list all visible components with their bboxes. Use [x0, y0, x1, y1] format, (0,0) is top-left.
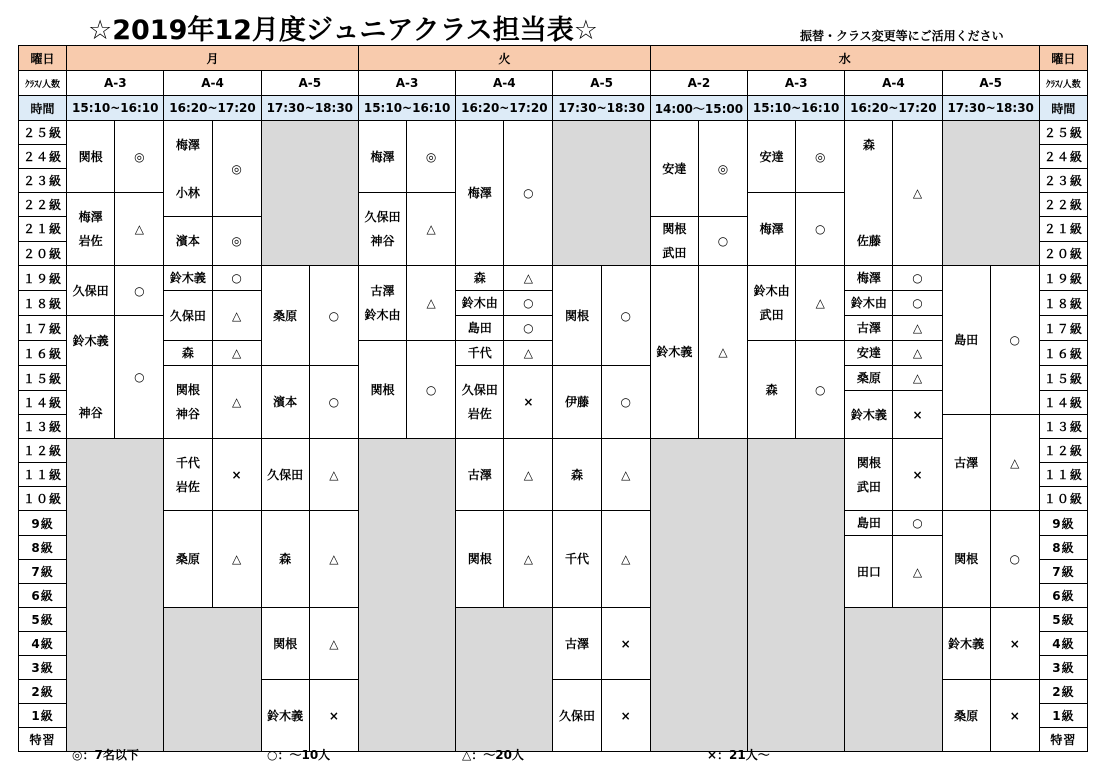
capacity-symbol: △ — [796, 266, 845, 341]
instructor-cell — [748, 121, 796, 193]
capacity-symbol: ○ — [115, 266, 164, 316]
instructor-cell — [261, 366, 309, 439]
unused-slot — [358, 439, 455, 752]
class-time: 17:30~18:30 — [261, 96, 358, 121]
instructor-name: 森 — [571, 467, 584, 482]
grade-row — [19, 439, 1088, 463]
capacity-symbol: × — [990, 608, 1039, 680]
instructor-name: 田口 — [856, 564, 881, 579]
time-label-right: 時間 — [1039, 96, 1087, 121]
grade-label-right: 特習 — [1039, 728, 1087, 752]
instructor-name: 桑原 — [954, 708, 979, 723]
grade-label-right: １５級 — [1039, 366, 1087, 391]
instructor-name: 桑原 — [856, 371, 881, 385]
class-header: A-4 — [845, 71, 942, 96]
capacity-symbol: △ — [504, 511, 553, 608]
instructor-name: 関根 — [175, 383, 200, 397]
instructor-cell — [456, 266, 504, 291]
instructor-name: 古澤 — [856, 321, 881, 335]
capacity-symbol: ○ — [893, 291, 942, 316]
class-time: 16:20~17:20 — [164, 96, 261, 121]
instructor-cell — [553, 439, 601, 511]
capacity-symbol: ◎ — [698, 121, 747, 217]
grade-label-right: ２３級 — [1039, 169, 1087, 193]
instructor-cell — [845, 341, 893, 366]
time-header-row — [19, 96, 1088, 121]
class-header: A-3 — [748, 71, 845, 96]
capacity-symbol: × — [212, 439, 261, 511]
instructor-cell — [650, 121, 698, 217]
instructor-name: 武田 — [759, 308, 784, 322]
class-header: A-5 — [261, 71, 358, 96]
instructor-name: 桑原 — [273, 308, 298, 323]
capacity-symbol: ○ — [893, 511, 942, 536]
unused-slot — [553, 121, 650, 266]
grade-label-left: 6級 — [19, 584, 67, 608]
capacity-symbol: ○ — [601, 366, 650, 439]
grade-label-right: ２２級 — [1039, 193, 1087, 217]
grade-label-left: 1級 — [19, 704, 67, 728]
instructor-name: 鈴木義 — [948, 636, 985, 651]
capacity-symbol: × — [893, 391, 942, 439]
instructor-cell — [164, 121, 212, 217]
capacity-symbol: ○ — [407, 341, 456, 439]
capacity-symbol: △ — [212, 341, 261, 366]
capacity-symbol: ◎ — [796, 121, 845, 193]
unused-slot — [67, 439, 164, 752]
instructor-name: 久保田 — [461, 383, 498, 397]
instructor-cell — [67, 121, 115, 193]
legend-item-double-circle: ◎：7名以下 — [72, 748, 139, 762]
capacity-symbol: △ — [212, 291, 261, 341]
class-header: A-4 — [456, 71, 553, 96]
instructor-name: 梅澤 — [856, 271, 881, 285]
instructor-name: 安達 — [759, 149, 784, 164]
instructor-name: 桑原 — [175, 552, 200, 566]
instructor-cell — [261, 680, 309, 752]
capacity-symbol: ○ — [309, 266, 358, 366]
capacity-symbol: △ — [407, 193, 456, 266]
day-header-row — [19, 46, 1088, 71]
grade-label-right: １７級 — [1039, 316, 1087, 341]
instructor-name: 関根 — [662, 222, 687, 236]
grade-label-left: 8級 — [19, 536, 67, 560]
capacity-symbol: △ — [407, 266, 456, 341]
unused-slot — [650, 439, 747, 752]
instructor-name: 鈴木由 — [461, 296, 498, 310]
capacity-symbol: ◎ — [212, 217, 261, 266]
class-time: 15:10~16:10 — [748, 96, 845, 121]
grade-label-right: 8級 — [1039, 536, 1087, 560]
instructor-cell — [261, 608, 309, 680]
grade-label-right: １３級 — [1039, 415, 1087, 439]
instructor-cell — [845, 291, 893, 316]
instructor-name: 古澤 — [954, 455, 979, 470]
instructor-cell — [845, 316, 893, 341]
instructor-name: 武田 — [856, 479, 881, 494]
instructor-name: 岩佐 — [467, 407, 492, 421]
page-subtitle: 振替・クラス変更等にご活用ください — [800, 29, 1004, 43]
instructor-cell — [164, 511, 212, 608]
instructor-cell — [456, 439, 504, 511]
instructor-name: 濱本 — [273, 395, 298, 409]
legend-item-triangle: △：～20人 — [462, 748, 524, 762]
capacity-symbol: △ — [504, 439, 553, 511]
instructor-cell — [553, 366, 601, 439]
grade-label-left: ２４級 — [19, 145, 67, 169]
instructor-name: 古澤 — [565, 636, 590, 651]
instructor-cell — [261, 266, 309, 366]
capacity-symbol: △ — [309, 511, 358, 608]
capacity-symbol: △ — [212, 511, 261, 608]
instructor-cell — [164, 291, 212, 341]
instructor-name: 久保田 — [169, 308, 206, 323]
class-time: 14:00～15:00 — [650, 96, 747, 121]
instructor-name: 武田 — [662, 246, 687, 260]
grade-label-right: 6級 — [1039, 584, 1087, 608]
instructor-name: 梅澤 — [175, 137, 200, 152]
capacity-symbol: ○ — [504, 121, 553, 266]
instructor-name: 鈴木義 — [72, 334, 109, 348]
instructor-cell — [67, 266, 115, 316]
instructor-cell — [845, 536, 893, 608]
instructor-name: 森 — [279, 552, 292, 566]
schedule-table — [18, 45, 1088, 752]
grade-label-right: ２５級 — [1039, 121, 1087, 145]
instructor-cell — [748, 341, 796, 439]
instructor-name: 島田 — [954, 333, 979, 347]
grade-label-left: 特習 — [19, 728, 67, 752]
instructor-name: 鈴木由 — [850, 296, 887, 310]
grade-label-right: 3級 — [1039, 656, 1087, 680]
instructor-cell — [164, 341, 212, 366]
unused-slot — [845, 608, 942, 752]
grade-label-left: 9級 — [19, 511, 67, 536]
instructor-name: 千代 — [175, 455, 200, 470]
grade-label-left: １６級 — [19, 341, 67, 366]
class-header: A-5 — [553, 71, 650, 96]
class-time: 17:30~18:30 — [942, 96, 1039, 121]
grade-label-left: １５級 — [19, 366, 67, 391]
instructor-name: 鈴木義 — [169, 271, 206, 285]
capacity-symbol: △ — [601, 439, 650, 511]
grade-label-left: ２１級 — [19, 217, 67, 242]
instructor-cell — [845, 121, 893, 266]
capacity-symbol: ○ — [504, 316, 553, 341]
time-label-left: 時間 — [19, 96, 67, 121]
instructor-name: 久保田 — [72, 283, 109, 298]
instructor-cell — [845, 439, 893, 511]
instructor-name: 関根 — [273, 636, 298, 651]
instructor-name: 濱本 — [175, 234, 200, 248]
class-label-left: ｸﾗｽ/人数 — [19, 71, 67, 96]
capacity-symbol: △ — [893, 341, 942, 366]
capacity-symbol: △ — [893, 316, 942, 341]
instructor-name: 伊藤 — [565, 395, 590, 409]
instructor-name: 神谷 — [78, 406, 103, 420]
instructor-name: 久保田 — [364, 210, 401, 224]
grade-label-left: 3級 — [19, 656, 67, 680]
grade-label-left: 2級 — [19, 680, 67, 704]
instructor-name: 古澤 — [370, 284, 395, 298]
instructor-cell — [553, 680, 601, 752]
capacity-symbol: ○ — [796, 341, 845, 439]
capacity-symbol: ◎ — [115, 121, 164, 193]
instructor-name: 久保田 — [559, 708, 596, 723]
instructor-cell — [845, 366, 893, 391]
instructor-cell — [942, 511, 990, 608]
instructor-name: 森 — [181, 346, 194, 360]
instructor-cell — [261, 439, 309, 511]
grade-label-right: ２０級 — [1039, 241, 1087, 266]
grade-label-left: ２２級 — [19, 193, 67, 217]
capacity-symbol: ○ — [212, 266, 261, 291]
grade-row — [19, 511, 1088, 536]
capacity-symbol: ○ — [990, 266, 1039, 415]
capacity-symbol: △ — [698, 266, 747, 439]
class-header-row — [19, 71, 1088, 96]
instructor-name: 安達 — [662, 161, 687, 176]
capacity-symbol: ○ — [601, 266, 650, 366]
legend-item-cross: ×：21人～ — [707, 748, 770, 762]
instructor-cell — [164, 366, 212, 439]
instructor-name: 関根 — [856, 455, 881, 470]
grade-label-right: １１級 — [1039, 463, 1087, 487]
grade-label-left: 4級 — [19, 632, 67, 656]
grade-label-right: １４級 — [1039, 391, 1087, 415]
instructor-cell — [748, 266, 796, 341]
instructor-cell — [942, 608, 990, 680]
youbi-label-right: 曜日 — [1039, 46, 1087, 71]
legend-item-circle: ○：～10人 — [267, 748, 331, 762]
instructor-name: 岩佐 — [175, 479, 200, 494]
capacity-symbol: △ — [893, 366, 942, 391]
capacity-symbol: △ — [504, 341, 553, 366]
grade-row — [19, 121, 1088, 145]
instructor-name: 千代 — [467, 346, 492, 360]
unused-slot — [942, 121, 1039, 266]
class-header: A-2 — [650, 71, 747, 96]
class-header: A-4 — [164, 71, 261, 96]
instructor-cell — [67, 316, 115, 439]
grade-label-left: １９級 — [19, 266, 67, 291]
class-label-right: ｸﾗｽ/人数 — [1039, 71, 1087, 96]
grade-label-right: ２１級 — [1039, 217, 1087, 242]
instructor-name: 古澤 — [467, 467, 492, 482]
instructor-name: 梅澤 — [759, 222, 784, 236]
unused-slot — [456, 608, 553, 752]
instructor-name: 梅澤 — [78, 210, 103, 224]
capacity-symbol: △ — [601, 511, 650, 608]
grade-label-right: ２４級 — [1039, 145, 1087, 169]
capacity-symbol: ○ — [990, 511, 1039, 608]
instructor-name: 関根 — [954, 552, 979, 566]
capacity-symbol: × — [504, 366, 553, 439]
instructor-cell — [456, 291, 504, 316]
instructor-cell — [358, 266, 406, 341]
instructor-cell — [650, 217, 698, 266]
grade-label-right: 4級 — [1039, 632, 1087, 656]
capacity-symbol: ◎ — [407, 121, 456, 193]
instructor-cell — [845, 391, 893, 439]
instructor-name: 関根 — [467, 552, 492, 566]
grade-label-right: 1級 — [1039, 704, 1087, 728]
instructor-cell — [456, 316, 504, 341]
class-header: A-5 — [942, 71, 1039, 96]
instructor-name: 関根 — [78, 149, 103, 164]
capacity-symbol: △ — [212, 366, 261, 439]
grade-row — [19, 366, 1088, 391]
grade-label-right: １２級 — [1039, 439, 1087, 463]
unused-slot — [748, 439, 845, 752]
day-header: 火 — [358, 46, 650, 71]
grade-label-left: 7級 — [19, 560, 67, 584]
instructor-cell — [553, 511, 601, 608]
instructor-name: 鈴木義 — [267, 708, 304, 723]
instructor-cell — [164, 439, 212, 511]
capacity-symbol: ○ — [504, 291, 553, 316]
instructor-name: 久保田 — [267, 467, 304, 482]
instructor-cell — [748, 193, 796, 266]
instructor-name: 関根 — [370, 382, 395, 397]
grade-label-left: １１級 — [19, 463, 67, 487]
grade-label-right: 5級 — [1039, 608, 1087, 632]
grade-label-right: １６級 — [1039, 341, 1087, 366]
instructor-name: 関根 — [565, 308, 590, 323]
instructor-name: 安達 — [856, 346, 881, 360]
capacity-symbol: ○ — [698, 217, 747, 266]
capacity-symbol: △ — [990, 415, 1039, 511]
instructor-name: 島田 — [856, 516, 881, 530]
capacity-symbol: △ — [893, 536, 942, 608]
capacity-symbol: △ — [504, 266, 553, 291]
day-header: 月 — [67, 46, 359, 71]
instructor-name: 森 — [862, 138, 875, 152]
instructor-cell — [845, 511, 893, 536]
instructor-name: 小林 — [175, 185, 200, 200]
instructor-name: 佐藤 — [856, 234, 881, 248]
capacity-symbol: △ — [309, 439, 358, 511]
grade-label-left: １２級 — [19, 439, 67, 463]
class-time: 15:10~16:10 — [358, 96, 455, 121]
instructor-cell — [164, 266, 212, 291]
class-header: A-3 — [67, 71, 164, 96]
instructor-cell — [650, 266, 698, 439]
grade-row — [19, 608, 1088, 632]
grade-label-right: 2級 — [1039, 680, 1087, 704]
instructor-cell — [845, 266, 893, 291]
grade-label-left: １７級 — [19, 316, 67, 341]
instructor-name: 神谷 — [370, 234, 395, 248]
instructor-name: 島田 — [467, 321, 492, 335]
capacity-symbol: △ — [115, 193, 164, 266]
instructor-name: 鈴木由 — [364, 308, 401, 322]
instructor-cell — [553, 608, 601, 680]
page-title: ☆2019年12月度ジュニアクラス担当表☆ — [88, 15, 598, 46]
class-time: 15:10~16:10 — [67, 96, 164, 121]
grade-label-left: ２３級 — [19, 169, 67, 193]
grade-label-left: ２５級 — [19, 121, 67, 145]
instructor-name: 千代 — [565, 552, 590, 566]
grade-label-right: 7級 — [1039, 560, 1087, 584]
grade-label-left: 5級 — [19, 608, 67, 632]
grade-label-right: １０級 — [1039, 487, 1087, 511]
class-time: 17:30~18:30 — [553, 96, 650, 121]
instructor-cell — [358, 121, 406, 193]
instructor-name: 神谷 — [175, 407, 200, 421]
day-header: 水 — [650, 46, 1039, 71]
instructor-name: 鈴木義 — [850, 407, 887, 422]
instructor-cell — [261, 511, 309, 608]
grade-label-left: １８級 — [19, 291, 67, 316]
grade-row — [19, 266, 1088, 291]
instructor-cell — [942, 266, 990, 415]
instructor-cell — [164, 217, 212, 266]
grade-label-right: 9級 — [1039, 511, 1087, 536]
instructor-name: 鈴木由 — [753, 284, 790, 298]
grade-label-left: １０級 — [19, 487, 67, 511]
class-time: 16:20~17:20 — [456, 96, 553, 121]
capacity-symbol: △ — [893, 121, 942, 266]
capacity-symbol: × — [893, 439, 942, 511]
instructor-name: 森 — [765, 382, 778, 397]
capacity-symbol: × — [990, 680, 1039, 752]
capacity-symbol: ○ — [893, 266, 942, 291]
instructor-cell — [456, 366, 504, 439]
capacity-symbol: ○ — [796, 193, 845, 266]
capacity-symbol: ○ — [309, 366, 358, 439]
unused-slot — [164, 608, 261, 752]
instructor-cell — [553, 266, 601, 366]
instructor-cell — [358, 341, 406, 439]
capacity-symbol: ◎ — [212, 121, 261, 217]
instructor-cell — [67, 193, 115, 266]
instructor-cell — [456, 341, 504, 366]
capacity-symbol: × — [309, 680, 358, 752]
capacity-symbol: △ — [309, 608, 358, 680]
class-time: 16:20~17:20 — [845, 96, 942, 121]
grade-label-left: １４級 — [19, 391, 67, 415]
instructor-cell — [942, 680, 990, 752]
instructor-name: 鈴木義 — [656, 345, 693, 359]
youbi-label-left: 曜日 — [19, 46, 67, 71]
instructor-cell — [942, 415, 990, 511]
instructor-name: 梅澤 — [370, 149, 395, 164]
capacity-symbol: × — [601, 680, 650, 752]
capacity-symbol: × — [601, 608, 650, 680]
grade-label-left: ２０級 — [19, 241, 67, 266]
instructor-name: 岩佐 — [78, 234, 103, 248]
grade-label-right: １８級 — [1039, 291, 1087, 316]
unused-slot — [261, 121, 358, 266]
grade-label-right: １９級 — [1039, 266, 1087, 291]
grade-label-left: １３級 — [19, 415, 67, 439]
instructor-name: 梅澤 — [467, 186, 492, 200]
instructor-cell — [358, 193, 406, 266]
instructor-cell — [456, 121, 504, 266]
capacity-symbol: ○ — [115, 316, 164, 439]
instructor-name: 森 — [473, 271, 486, 285]
class-header: A-3 — [358, 71, 455, 96]
instructor-cell — [456, 511, 504, 608]
